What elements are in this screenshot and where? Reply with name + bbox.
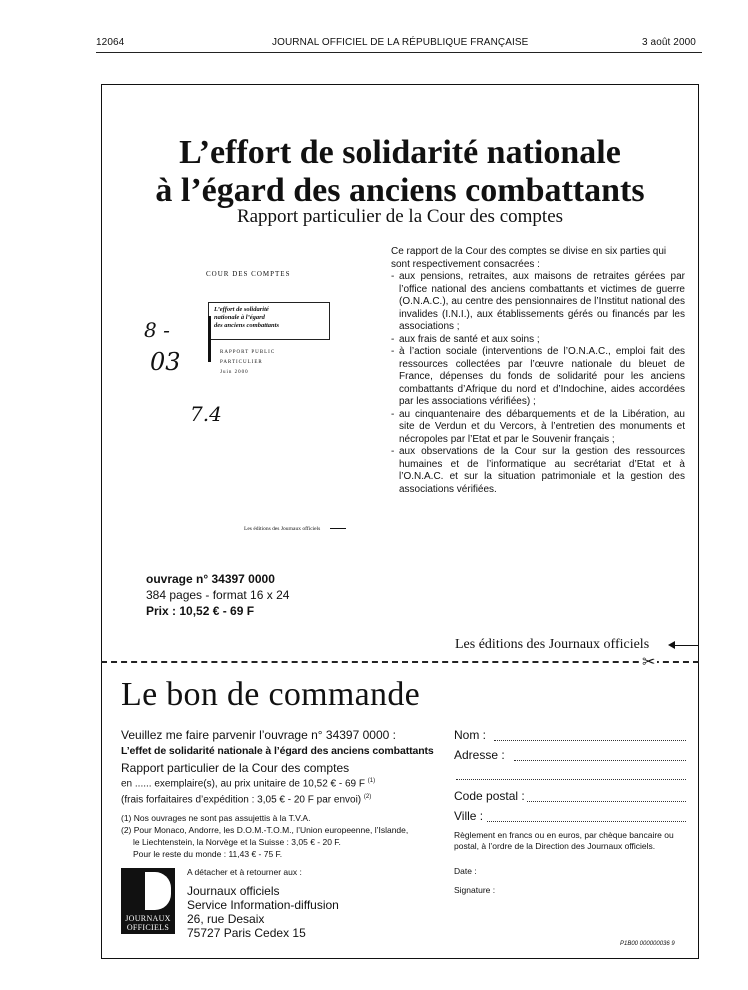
- cover-report-line: Juin 2000: [220, 370, 249, 375]
- footnote: (1) Nos ouvrages ne sont pas assujettis à la T.V.A.: [121, 813, 311, 823]
- arrow-head-icon: [668, 641, 675, 649]
- code-postal-label: Code postal :: [454, 789, 525, 803]
- ville-label: Ville :: [454, 809, 484, 823]
- detach-instruction: A détacher et à retourner aux :: [187, 867, 302, 877]
- reference-code: P1B00 000000036 9: [620, 941, 675, 947]
- adresse-field[interactable]: [514, 760, 686, 761]
- nom-field[interactable]: [494, 740, 686, 741]
- footnote: Pour le reste du monde : 11,43 € - 75 F.: [133, 849, 283, 859]
- cover-report-line: RAPPORT PUBLIC: [220, 350, 276, 355]
- date-label: Date :: [454, 866, 477, 876]
- note-ref: (1): [367, 778, 376, 784]
- handwritten-mark: 03: [150, 348, 181, 376]
- order-shipping-line: [121, 794, 371, 805]
- cut-line: [101, 661, 699, 663]
- cover-publisher: COUR DES COMPTES: [206, 270, 291, 278]
- nom-label: Nom :: [454, 728, 487, 742]
- description-item: - aux observations de la Cour sur la gestion des ressources humaines et de l’informatique au secrétariat d’Etat et à l’O.N.A.C. et sur la situation patrimoniale et la gestion des associations vérifiées.: [391, 446, 685, 496]
- address-line: 26, rue Desaix: [187, 912, 265, 926]
- logo-text: JOURNAUX: [125, 914, 171, 923]
- pages-format: 384 pages - format 16 x 24: [146, 588, 290, 602]
- order-book-title: L’effet de solidarité nationale à l’égard des anciens combattants: [121, 745, 434, 757]
- cover-arrow: [330, 528, 346, 529]
- main-title-line1: L’effort de solidarité nationale: [179, 134, 621, 171]
- logo-text: OFFICIELS: [126, 923, 170, 932]
- description-item: - au cinquantenaire des débarquements et de la Libération, au site de Verdun et du Vercors, à l’entretien des monuments et nécropoles par l’Etat et par le Souvenir français ;: [391, 409, 685, 447]
- order-quantity-line: [121, 778, 375, 789]
- code-postal-field[interactable]: [527, 801, 686, 802]
- note-ref: (2): [363, 794, 372, 800]
- cover-footer: Les éditions des Journaux officiels: [244, 526, 321, 532]
- return-address: [187, 884, 339, 940]
- scissors-icon: ✂: [642, 654, 656, 671]
- report-description: [391, 246, 685, 496]
- cover-title-line: L’effort de solidarité: [214, 306, 269, 313]
- handwritten-mark: 8 -: [144, 318, 170, 342]
- handwritten-mark: 7.4: [190, 402, 222, 426]
- footnote: le Liechtenstein, la Norvège et la Suisse : 3,05 € - 20 F.: [133, 837, 341, 847]
- cover-title-line: des anciens combattants: [214, 322, 280, 329]
- order-form-title: Le bon de commande: [121, 676, 421, 713]
- page-number: 12064: [96, 37, 125, 48]
- subtitle: Rapport particulier de la Cour des comptes: [236, 206, 564, 227]
- issue-date: 3 août 2000: [642, 37, 696, 48]
- main-title-line2: à l’égard des anciens combattants: [155, 172, 645, 209]
- cover-title-line: nationale à l’égard: [214, 314, 265, 321]
- payment-terms: Règlement en francs ou en euros, par chèque bancaire ou postal, à l’ordre de la Direction des Journaux officiels.: [454, 830, 674, 851]
- ouvrage-number: ouvrage n° 34397 0000: [146, 572, 275, 586]
- description-item: - à l’action sociale (interventions de l’O.N.A.C., emploi fait des ressources collectées par l’œuvre nationale du bleuet de France, dépenses du fonds de solidarité pour les anciens combattants d’Afrique du nord et d’Indochine, aides accordées par les associations vérifiées) ;: [391, 346, 685, 409]
- footnote: (2) Pour Monaco, Andorre, les D.O.M.-T.O.M., l’Union europeenne, l’Islande,: [121, 825, 409, 835]
- adresse-field-line2[interactable]: [456, 779, 686, 780]
- adresse-label: Adresse :: [454, 748, 505, 762]
- description-intro: Ce rapport de la Cour des comptes se divise en six parties qui sont respectivement consacrées :: [391, 246, 667, 270]
- cover-bar: [208, 316, 211, 362]
- description-list: [391, 271, 685, 496]
- signature-label: Signature :: [454, 885, 496, 895]
- description-item: - aux frais de santé et aux soins ;: [391, 334, 685, 347]
- editions-arrow: [672, 645, 698, 646]
- address-line: Service Information-diffusion: [187, 898, 339, 912]
- shipping-text: (frais forfaitaires d’expédition : 3,05 € - 20 F par envoi): [121, 794, 362, 806]
- quantity-text: en ...... exemplaire(s), au prix unitaire de 10,52 € - 69 F: [121, 778, 366, 790]
- logo-shape: [145, 872, 171, 910]
- journal-title: JOURNAL OFFICIEL DE LA RÉPUBLIQUE FRANÇAISE: [272, 37, 529, 48]
- description-item: - aux pensions, retraites, aux maisons de retraites gérées par l’office national des anciens combattants et victimes de guerre (O.N.A.C.), au centre des pensionnaires de l’Institut national des invalides (I.N.I.), aux établissements gérés ou financés par les associations ;: [391, 271, 685, 334]
- editions-label: Les éditions des Journaux officiels: [455, 637, 650, 652]
- price: Prix : 10,52 € - 69 F: [146, 604, 255, 618]
- header-rule: [96, 52, 702, 53]
- journaux-officiels-logo: [121, 868, 175, 934]
- order-info: [146, 571, 289, 619]
- address-line: 75727 Paris Cedex 15: [187, 926, 306, 940]
- book-cover: [140, 256, 360, 556]
- address-line: Journaux officiels: [187, 884, 280, 898]
- cover-report-line: PARTICULIER: [220, 360, 263, 365]
- order-line: Veuillez me faire parvenir l’ouvrage n° 34397 0000 :: [121, 728, 396, 742]
- order-line: Rapport particulier de la Cour des comptes: [121, 761, 350, 775]
- ville-field[interactable]: [487, 821, 686, 822]
